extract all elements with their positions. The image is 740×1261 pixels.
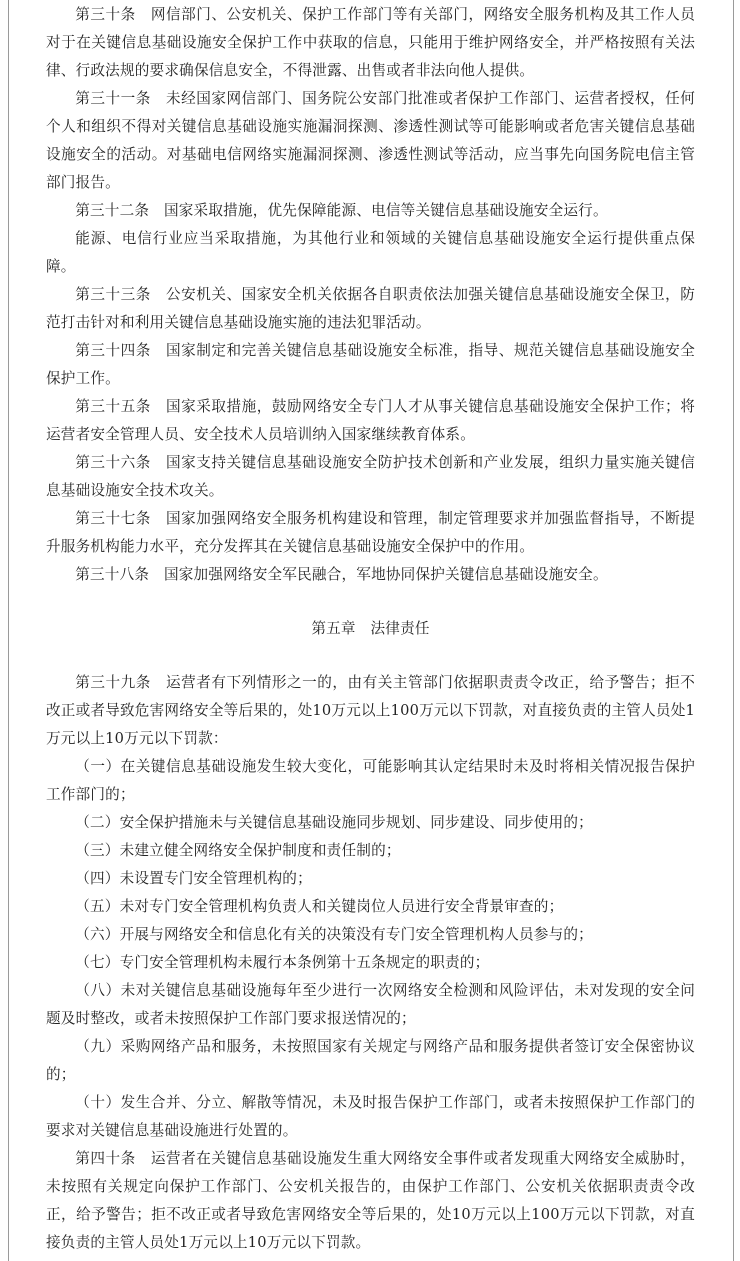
article-39-item-5: （五）未对专门安全管理机构负责人和关键岗位人员进行安全背景审查的；: [75, 898, 564, 915]
article-39-item-1: （一）在关键信息基础设施发生较大变化，可能影响其认定结果时未及时将相关情况报告保护工作部门的；: [46, 758, 695, 803]
article-39-item-8: （八）未对关键信息基础设施每年至少进行一次网络安全检测和风险评估，未对发现的安全问题及时整改，或者未按照保护工作部门要求报送情况的；: [46, 982, 695, 1027]
document-body: [46, 1, 695, 1257]
article-34: 第三十四条 国家制定和完善关键信息基础设施安全标准，指导、规范关键信息基础设施安全保护工作。: [46, 342, 695, 387]
article-31: 第三十一条 未经国家网信部门、国务院公安部门批准或者保护工作部门、运营者授权，任何个人和组织不得对关键信息基础设施实施漏洞探测、渗透性测试等可能影响或者危害关键信息基础设施安全的活动。对基础电信网络实施漏洞探测、渗透性测试等活动，应当事先向国务院电信主管部门报告。: [46, 90, 695, 191]
article-39-item-3: （三）未建立健全网络安全保护制度和责任制的；: [75, 842, 401, 859]
article-37: 第三十七条 国家加强网络安全服务机构建设和管理，制定管理要求并加强监督指导，不断提升服务机构能力水平，充分发挥其在关键信息基础设施安全保护中的作用。: [46, 510, 695, 555]
article-38: 第三十八条 国家加强网络安全军民融合，军地协同保护关键信息基础设施安全。: [75, 566, 608, 583]
chapter-title: 第五章 法律责任: [311, 620, 430, 637]
article-40: 第四十条 运营者在关键信息基础设施发生重大网络安全事件或者发现重大网络安全威胁时，未按照有关规定向保护工作部门、公安机关报告的，由保护工作部门、公安机关依据职责责令改正，给予警告；拒不改正或者导致危害网络安全等后果的，处10万元以上100万元以下罚款，对直接负责的主管人员处1万元以上10万元以下罚款。: [46, 1150, 695, 1251]
article-33: 第三十三条 公安机关、国家安全机关依据各自职责依法加强关键信息基础设施安全保卫，防范打击针对和利用关键信息基础设施实施的违法犯罪活动。: [46, 286, 695, 331]
article-39-item-7: （七）专门安全管理机构未履行本条例第十五条规定的职责的；: [75, 954, 490, 971]
article-32: 第三十二条 国家采取措施，优先保障能源、电信等关键信息基础设施安全运行。: [75, 202, 608, 219]
article-39: 第三十九条 运营者有下列情形之一的，由有关主管部门依据职责责令改正，给予警告；拒不改正或者导致危害网络安全等后果的，处10万元以上100万元以下罚款，对直接负责的主管人员处1万元以上10万元以下罚款：: [46, 674, 695, 747]
article-39-item-2: （二）安全保护措施未与关键信息基础设施同步规划、同步建设、同步使用的；: [75, 814, 593, 831]
article-30: 第三十条 网信部门、公安机关、保护工作部门等有关部门，网络安全服务机构及其工作人员对于在关键信息基础设施安全保护工作中获取的信息，只能用于维护网络安全，并严格按照有关法律、行政法规的要求确保信息安全，不得泄露、出售或者非法向他人提供。: [46, 6, 695, 79]
article-35: 第三十五条 国家采取措施，鼓励网络安全专门人才从事关键信息基础设施安全保护工作；将运营者安全管理人员、安全技术人员培训纳入国家继续教育体系。: [46, 398, 695, 443]
article-39-item-4: （四）未设置专门安全管理机构的；: [75, 870, 312, 887]
article-39-item-9: （九）采购网络产品和服务，未按照国家有关规定与网络产品和服务提供者签订安全保密协议的；: [46, 1038, 695, 1083]
article-39-item-6: （六）开展与网络安全和信息化有关的决策没有专门安全管理机构人员参与的；: [75, 926, 593, 943]
article-36: 第三十六条 国家支持关键信息基础设施安全防护技术创新和产业发展，组织力量实施关键信息基础设施安全技术攻关。: [46, 454, 695, 499]
article-32-paragraph-2: 能源、电信行业应当采取措施，为其他行业和领域的关键信息基础设施安全运行提供重点保障。: [46, 230, 695, 275]
article-39-item-10: （十）发生合并、分立、解散等情况，未及时报告保护工作部门，或者未按照保护工作部门的要求对关键信息基础设施进行处置的。: [46, 1094, 695, 1139]
document-page: [8, 0, 734, 1261]
